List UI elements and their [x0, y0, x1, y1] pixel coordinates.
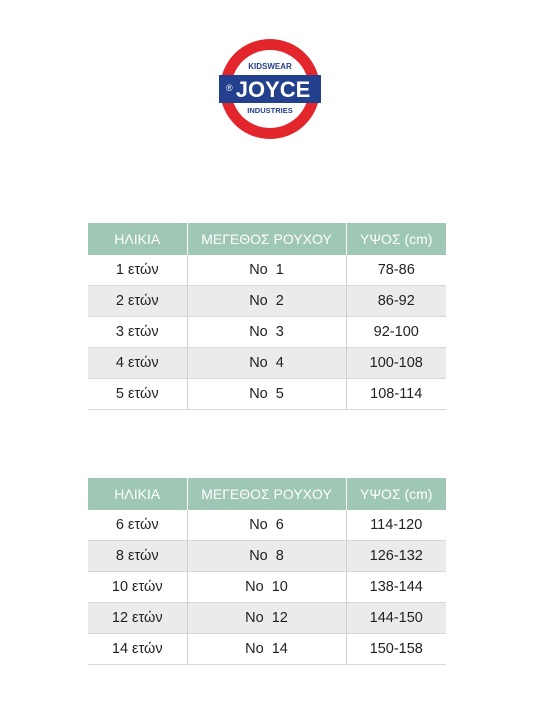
- table-row: [88, 286, 446, 317]
- cell-size: [187, 634, 346, 665]
- table-row: [88, 634, 446, 665]
- header-age: ΗΛΙΚΙΑ: [88, 223, 187, 255]
- table-row: [88, 317, 446, 348]
- cell-age: 10 ετών: [88, 572, 187, 603]
- table-header-row: [88, 223, 446, 255]
- cell-age: 8 ετών: [88, 541, 187, 572]
- cell-size: [187, 379, 346, 410]
- size-number: 10: [271, 579, 288, 595]
- size-prefix: No: [249, 262, 268, 278]
- size-number: 2: [275, 293, 284, 309]
- size-number: 4: [275, 355, 284, 371]
- size-number: 12: [271, 610, 288, 626]
- table-row: [88, 603, 446, 634]
- table-row: [88, 510, 446, 541]
- cell-age: 2 ετών: [88, 286, 187, 317]
- cell-age: 12 ετών: [88, 603, 187, 634]
- cell-height: 138-144: [346, 572, 446, 603]
- size-prefix: No: [249, 355, 268, 371]
- size-chart-table-1: [88, 223, 446, 410]
- cell-height: 108-114: [346, 379, 446, 410]
- size-number: 3: [275, 324, 284, 340]
- table-row: [88, 255, 446, 286]
- cell-size: [187, 348, 346, 379]
- cell-height: 144-150: [346, 603, 446, 634]
- table-row: [88, 572, 446, 603]
- size-prefix: No: [245, 641, 264, 657]
- cell-age: 3 ετών: [88, 317, 187, 348]
- cell-height: 92-100: [346, 317, 446, 348]
- header-size: ΜΕΓΕΘΟΣ ΡΟΥΧΟΥ: [187, 223, 346, 255]
- cell-age: 6 ετών: [88, 510, 187, 541]
- cell-age: 5 ετών: [88, 379, 187, 410]
- cell-height: 114-120: [346, 510, 446, 541]
- size-prefix: No: [249, 386, 268, 402]
- cell-age: 14 ετών: [88, 634, 187, 665]
- cell-size: [187, 541, 346, 572]
- joyce-kidswear-logo: [219, 38, 321, 140]
- logo-registered-mark: ®: [226, 83, 233, 93]
- cell-age: 1 ετών: [88, 255, 187, 286]
- header-height: ΥΨΟΣ (cm): [346, 478, 446, 510]
- cell-height: 78-86: [346, 255, 446, 286]
- cell-size: [187, 317, 346, 348]
- table-row: [88, 379, 446, 410]
- size-prefix: No: [249, 548, 268, 564]
- cell-height: 150-158: [346, 634, 446, 665]
- header-age: ΗΛΙΚΙΑ: [88, 478, 187, 510]
- header-height: ΥΨΟΣ (cm): [346, 223, 446, 255]
- header-size: ΜΕΓΕΘΟΣ ΡΟΥΧΟΥ: [187, 478, 346, 510]
- size-number: 8: [275, 548, 284, 564]
- table-header-row: [88, 478, 446, 510]
- logo-brand-name: JOYCE: [235, 77, 311, 102]
- cell-age: 4 ετών: [88, 348, 187, 379]
- size-chart-table-2: [88, 478, 446, 665]
- size-number: 14: [271, 641, 288, 657]
- table-row: [88, 541, 446, 572]
- logo-top-text: KIDSWEAR: [248, 62, 292, 71]
- size-number: 1: [275, 262, 284, 278]
- cell-size: [187, 286, 346, 317]
- cell-size: [187, 572, 346, 603]
- size-prefix: No: [249, 293, 268, 309]
- size-number: 5: [275, 386, 284, 402]
- size-number: 6: [275, 517, 284, 533]
- cell-height: 126-132: [346, 541, 446, 572]
- cell-height: 100-108: [346, 348, 446, 379]
- size-prefix: No: [245, 579, 264, 595]
- table-row: [88, 348, 446, 379]
- logo-bottom-text: INDUSTRIES: [247, 106, 293, 115]
- cell-size: [187, 603, 346, 634]
- cell-size: [187, 510, 346, 541]
- size-prefix: No: [249, 324, 268, 340]
- cell-height: 86-92: [346, 286, 446, 317]
- size-prefix: No: [245, 610, 264, 626]
- cell-size: [187, 255, 346, 286]
- size-prefix: No: [249, 517, 268, 533]
